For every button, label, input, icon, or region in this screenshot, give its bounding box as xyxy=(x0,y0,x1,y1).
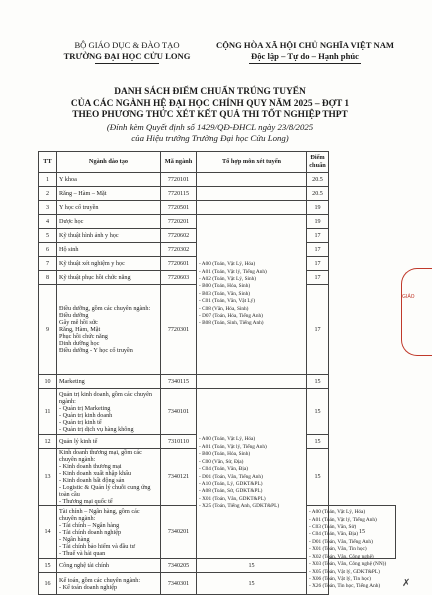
table-row xyxy=(39,215,396,229)
major-name-line: - Tài chính bảo hiểm và đầu tư xyxy=(59,542,135,550)
major-name xyxy=(57,435,161,449)
cutoff-score: 20.5 xyxy=(307,173,329,187)
cutoff-score: 17 xyxy=(307,243,329,257)
major-code: 7720115 xyxy=(161,187,197,201)
major-code: 7720601 xyxy=(161,257,197,271)
row-number: 3 xyxy=(39,201,57,215)
table-header-row xyxy=(39,152,396,173)
cutoff-score: 19 xyxy=(307,201,329,215)
major-name xyxy=(57,173,161,187)
combination-item: - A00 (Toán, Vật Lý, Hóa) xyxy=(309,509,366,516)
major-name-line: Kỹ thuật phục hồi chức năng xyxy=(59,274,131,281)
combination-item: - A01 (Toán, Vật lý, Tiếng Anh) xyxy=(199,268,267,275)
major-name-line: - Tài chính – Ngân hàng xyxy=(59,521,120,529)
country-name: CỘNG HÒA XÃ HỘI CHỦ NGHĨA VIỆT NAM xyxy=(215,40,395,50)
combination-item: - C00 (Văn, Sử, Địa) xyxy=(199,458,244,465)
document-title xyxy=(60,87,360,122)
row-number: 10 xyxy=(39,375,57,389)
cutoff-score: 17 xyxy=(307,257,329,271)
row-number: 14 xyxy=(39,506,57,559)
admission-score-table xyxy=(38,151,396,595)
combination-item: - B08 (Toán, Sinh, Tiếng Anh) xyxy=(199,320,264,327)
pen-mark: ✗ xyxy=(402,578,411,589)
major-name-line: Công nghệ tài chính xyxy=(59,562,110,569)
cutoff-score: 20.5 xyxy=(307,187,329,201)
combination-item: - A01 (Toán, Vật lý, Tiếng Anh) xyxy=(309,516,377,523)
combination-item: - X06 (Toán, Vật lý, Tin học) xyxy=(309,575,371,582)
subtitle-line-1: (Đính kèm Quyết định số 1429/QĐ-ĐHCL ngày 23/8/2025 xyxy=(106,122,314,132)
major-name-line: - Thương mại quốc tế xyxy=(59,498,113,505)
major-code: 7340101 xyxy=(161,389,197,435)
official-seal xyxy=(401,268,432,356)
cutoff-score: 17 xyxy=(307,229,329,243)
row-number: 12 xyxy=(39,435,57,449)
national-motto: Độc lập – Tự do – Hạnh phúc xyxy=(251,51,359,61)
major-code: 7720602 xyxy=(161,229,197,243)
major-code: 7340115 xyxy=(161,375,197,389)
cutoff-score: 15 xyxy=(307,449,329,506)
combination-item: - B03 (Toán, Văn, Sinh) xyxy=(199,290,251,297)
major-code: 7340201 xyxy=(161,506,197,559)
major-code: 7340301 xyxy=(161,573,197,595)
subtitle-line-2: của Hiệu trưởng Trường Đại học Cửu Long) xyxy=(131,133,289,143)
major-code: 7720201 xyxy=(161,215,197,229)
major-name-line: Y khoa xyxy=(59,176,77,183)
major-name xyxy=(57,271,161,285)
table-row xyxy=(39,389,396,435)
cutoff-score: 17 xyxy=(307,285,329,375)
major-name-line: Kỹ thuật hình ảnh y học xyxy=(59,232,119,239)
major-name-line: Răng, Hàm, Mặt xyxy=(59,326,101,333)
combination-item: - X25 (Toán, Tiếng Anh, GDKT&PL) xyxy=(199,503,280,510)
combination-item: - C04 (Toán, Văn, Địa) xyxy=(309,531,358,538)
row-number: 4 xyxy=(39,215,57,229)
table-row xyxy=(39,187,396,201)
combination-item: - X26 (Toán, Tin học, Tiếng Anh) xyxy=(309,583,381,590)
major-code: 7340121 xyxy=(161,449,197,506)
empty-combination xyxy=(197,187,307,201)
major-code: 7720302 xyxy=(161,243,197,257)
agency-header xyxy=(52,40,202,64)
row-number: 6 xyxy=(39,243,57,257)
combination-item: - D07 (Toán, Hóa, Tiếng Anh) xyxy=(199,313,263,320)
major-name-line: - Quản trị kinh doanh xyxy=(59,411,113,419)
major-name-line: Kinh doanh thương mại, gồm các chuyên ngành: xyxy=(59,449,142,463)
major-name-line: Quản lý kinh tế xyxy=(59,438,98,445)
header-rule-left xyxy=(95,63,159,64)
combination-item: - D01 (Toán, Văn, Tiếng Anh) xyxy=(309,538,373,545)
seal-text: GIÁO xyxy=(402,294,415,300)
table-row xyxy=(39,375,396,389)
major-name xyxy=(57,243,161,257)
combination-item: - B00 (Toán, Hóa, Sinh) xyxy=(199,451,251,458)
major-name-line: - Kinh doanh bất động sản xyxy=(59,477,125,484)
major-name xyxy=(57,449,161,506)
major-code: 7720301 xyxy=(161,285,197,375)
major-name xyxy=(57,215,161,229)
cutoff-score: 15 xyxy=(197,573,307,595)
major-name-line: Kế toán, gồm các chuyên ngành: xyxy=(59,576,141,584)
combination-item: - A00 (Toán, Vật Lý, Hóa) xyxy=(199,261,256,268)
major-name-line: - Kế toán doanh nghiệp xyxy=(59,583,118,591)
major-name xyxy=(57,506,161,559)
major-name-line: Dược học xyxy=(59,218,84,225)
table-row xyxy=(39,201,396,215)
major-name xyxy=(57,257,161,271)
title-line-2: CỦA CÁC NGÀNH HỆ ĐẠI HỌC CHÍNH QUY NĂM 2025 – ĐỢT 1 xyxy=(70,98,350,109)
major-name-line: - Logistic & Quản lý chuỗi cung ứng toàn cầu xyxy=(59,484,151,498)
major-name xyxy=(57,187,161,201)
major-name-line: - Kinh doanh xuất nhập khẩu xyxy=(59,470,131,477)
title-line-1: DANH SÁCH ĐIỂM CHUẨN TRÚNG TUYỂN xyxy=(114,87,306,97)
major-name-line: - Quản trị Marketing xyxy=(59,404,111,412)
combination-item: - A01 (Toán, Vật lý, Tiếng Anh) xyxy=(199,443,267,450)
major-name-line: Kỹ thuật xét nghiệm y học xyxy=(59,260,125,267)
major-name xyxy=(57,573,161,595)
row-number: 9 xyxy=(39,285,57,375)
major-code: 7340205 xyxy=(161,559,197,573)
major-name-line: Răng – Hàm – Mặt xyxy=(59,190,107,197)
combination-item: - X01 (Toán, Văn, Tin học) xyxy=(309,546,367,553)
major-name-line: Y học cổ truyền xyxy=(59,204,99,211)
major-name xyxy=(57,285,161,375)
row-number: 8 xyxy=(39,271,57,285)
major-name-line: Điều dưỡng, gồm các chuyên ngành: xyxy=(59,305,151,312)
subject-combinations xyxy=(197,215,307,375)
major-code: 7720501 xyxy=(161,201,197,215)
combination-item: - C04 (Toán, Văn, Địa) xyxy=(199,466,248,473)
empty-combination xyxy=(197,173,307,187)
header-tt: TT xyxy=(39,152,57,173)
table-row xyxy=(39,173,396,187)
cutoff-score: 15 xyxy=(329,506,396,559)
major-code: 7720603 xyxy=(161,271,197,285)
row-number: 7 xyxy=(39,257,57,271)
document-subtitle xyxy=(60,122,360,144)
header-major: Ngành đào tạo xyxy=(57,152,161,173)
combination-item: - C08 (Văn, Hóa, Sinh) xyxy=(199,305,249,312)
combination-item: - D01 (Toán, Văn, Tiếng Anh) xyxy=(199,473,263,480)
major-name-line: - Quản trị dịch vụ hàng không xyxy=(59,425,134,433)
combination-item: - C01 (Toán, Văn, Vật Lý) xyxy=(199,298,256,305)
cutoff-score: 17 xyxy=(307,271,329,285)
header-code: Mã ngành xyxy=(161,152,197,173)
ministry-name: BỘ GIÁO DỤC & ĐÀO TẠO xyxy=(74,40,180,50)
major-name-line: - Kinh doanh thương mại xyxy=(59,463,122,470)
cutoff-score: 15 xyxy=(307,435,329,449)
title-line-3: THEO PHƯƠNG THỨC XÉT KẾT QUẢ THI TỐT NGHIỆP THPT xyxy=(72,110,348,120)
combination-item: - X01 (Toán, Văn, GDKT&PL) xyxy=(199,495,266,502)
major-name-line: Phục hồi chức năng xyxy=(59,333,108,340)
major-name-line: Gây mê hồi sức xyxy=(59,319,98,326)
major-name-line: - Tài chính doanh nghiệp xyxy=(59,528,122,536)
row-number: 11 xyxy=(39,389,57,435)
major-name-line: Dinh dưỡng học xyxy=(59,340,100,347)
row-number: 13 xyxy=(39,449,57,506)
major-name xyxy=(57,375,161,389)
combination-item: - X05 (Toán, Vật lý, GDKT&PL) xyxy=(309,568,380,575)
cutoff-score: 19 xyxy=(307,215,329,229)
major-name xyxy=(57,201,161,215)
combination-item: - B00 (Toán, Hóa, Sinh) xyxy=(199,283,251,290)
row-number: 2 xyxy=(39,187,57,201)
major-name-line: - Ngân hàng xyxy=(59,535,90,543)
combination-item: - X03 (Toán, Văn, Công nghệ (NN)) xyxy=(309,561,387,568)
empty-combination xyxy=(197,201,307,215)
major-name-line: Marketing xyxy=(59,378,85,385)
header-combo: Tổ hợp môn xét tuyển xyxy=(197,152,307,173)
major-name xyxy=(57,389,161,435)
header-rule-right xyxy=(249,63,361,64)
major-name-line: Quản trị kinh doanh, gồm các chuyên ngành: xyxy=(59,390,152,405)
major-name-line: Điều dưỡng xyxy=(59,312,89,319)
empty-combination xyxy=(197,375,307,389)
major-name-line: Điều dưỡng - Y học cổ truyền xyxy=(59,347,133,354)
combination-item: - A00 (Toán, Vật Lý, Hóa) xyxy=(199,436,256,443)
major-name xyxy=(57,559,161,573)
national-header xyxy=(215,40,395,64)
row-number: 1 xyxy=(39,173,57,187)
major-code: 7720101 xyxy=(161,173,197,187)
major-code: 7310110 xyxy=(161,435,197,449)
major-name-line: Hộ sinh xyxy=(59,246,79,253)
combination-item: - A08 (Toán, Sử, GDKT&PL) xyxy=(199,488,263,495)
header-score: Điểm chuẩn xyxy=(307,152,329,173)
row-number: 5 xyxy=(39,229,57,243)
row-number: 15 xyxy=(39,559,57,573)
combination-item: - A10 (Toán, Lý, GDKT&PL) xyxy=(199,480,263,487)
major-name-line: - Quản trị kinh tế xyxy=(59,418,102,426)
subject-combinations xyxy=(197,389,307,559)
combination-item: - X02 (Toán, Văn, Công nghệ) xyxy=(309,553,374,560)
combination-item: - A02 (Toán, Vật Lý, Sinh) xyxy=(199,275,257,282)
cutoff-score: 15 xyxy=(307,389,329,435)
cutoff-score: 15 xyxy=(307,375,329,389)
university-name: TRƯỜNG ĐẠI HỌC CỬU LONG xyxy=(63,51,191,61)
combination-item: - C03 (Toán, Văn, Sử) xyxy=(309,524,357,531)
row-number: 16 xyxy=(39,573,57,595)
major-name-line: - Thuế và hải quan xyxy=(59,549,106,557)
major-name xyxy=(57,229,161,243)
major-name-line: Tài chính – Ngân hàng, gồm các chuyên ngành: xyxy=(59,507,140,522)
cutoff-score: 15 xyxy=(197,559,307,573)
